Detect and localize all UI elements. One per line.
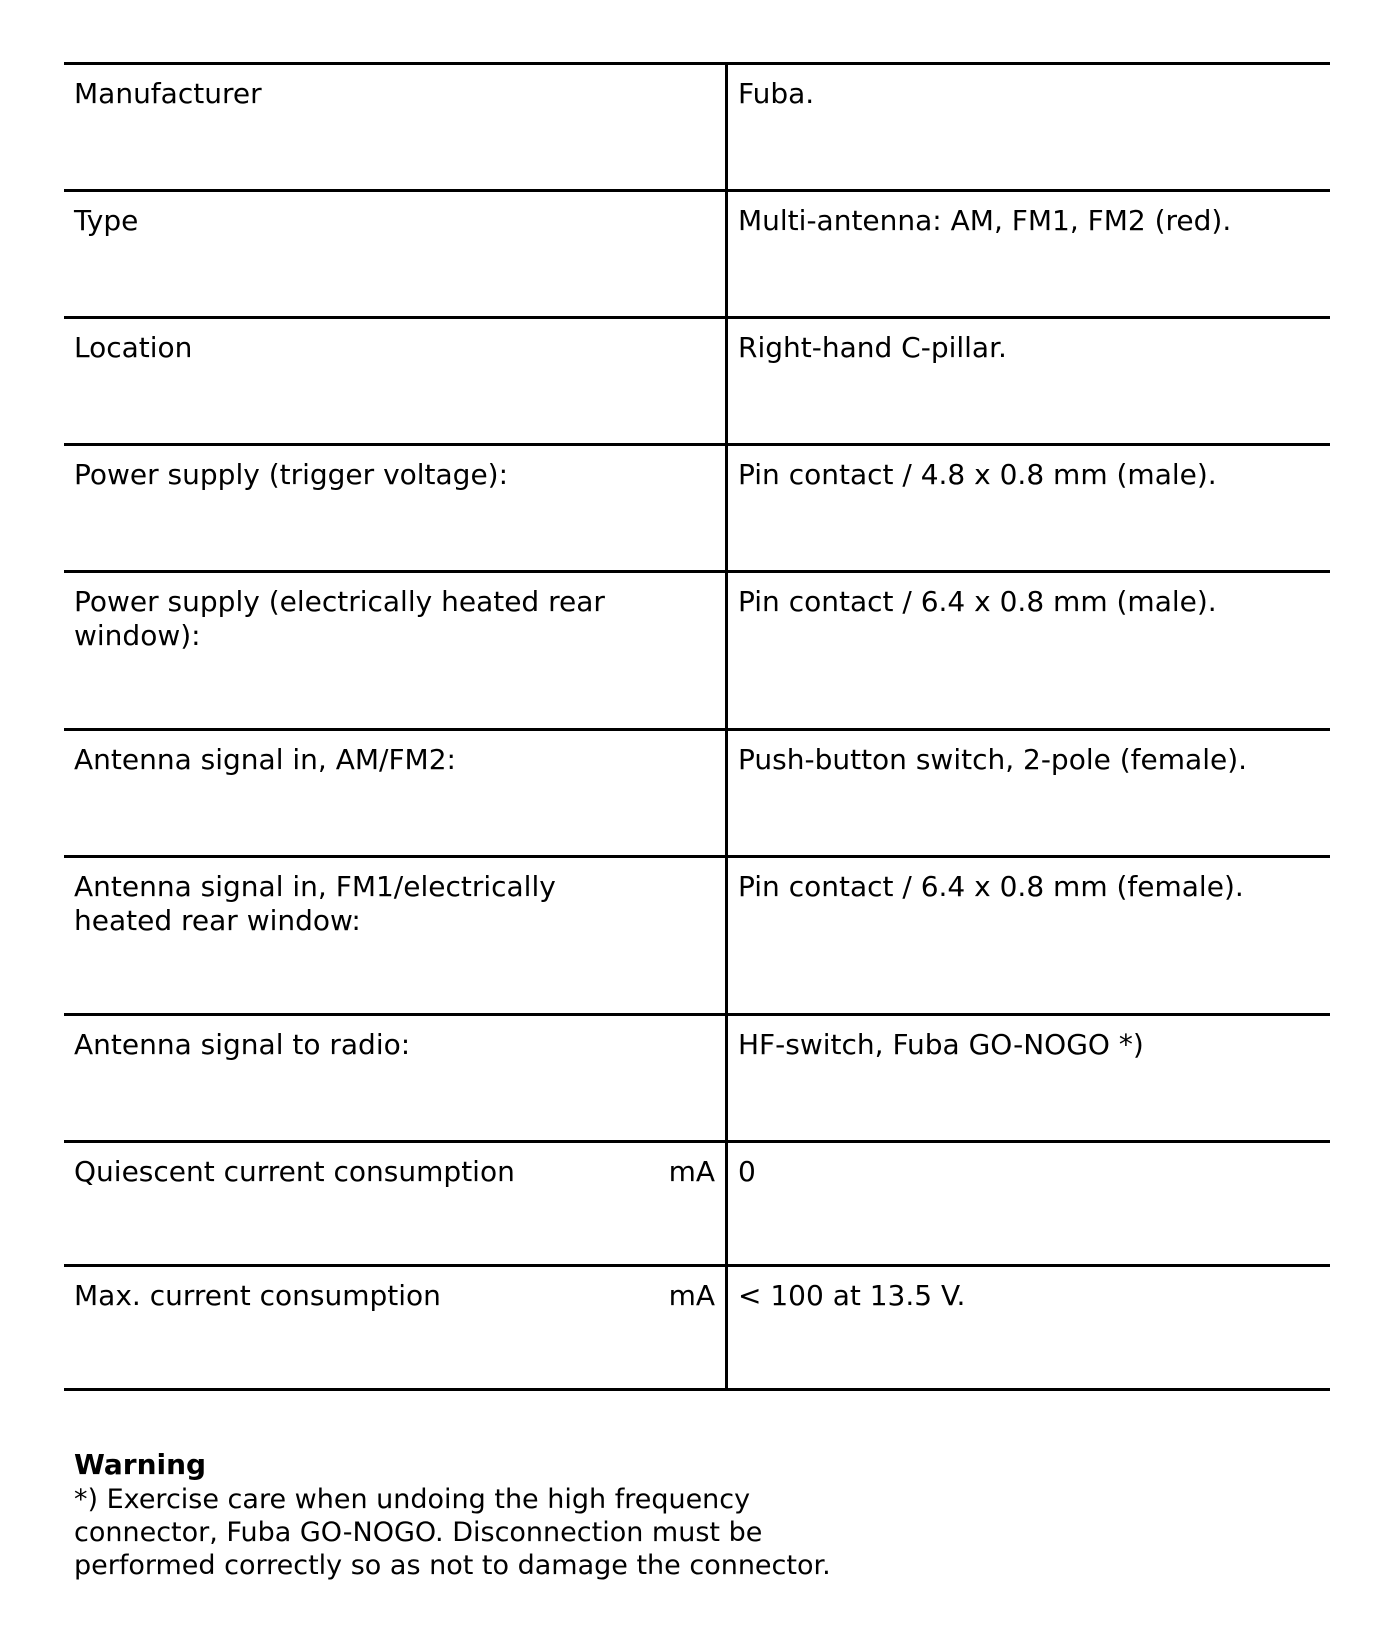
row-value: Push-button switch, 2-pole (female). [738, 743, 1248, 776]
row-value: Pin contact / 4.8 x 0.8 mm (male). [738, 458, 1217, 491]
warning-note [74, 1447, 1074, 1582]
table-row [64, 1016, 1330, 1143]
row-label-cell [64, 446, 728, 570]
row-label: Power supply (electrically heated rear window): [74, 585, 605, 652]
table-row [64, 1267, 1330, 1391]
row-label: Antenna signal in, FM1/electrically heated rear window: [74, 870, 556, 937]
spec-table [64, 62, 1330, 1391]
row-label-cell [64, 1267, 728, 1388]
row-label-cell [64, 65, 728, 189]
table-row [64, 858, 1330, 1016]
row-label-cell [64, 858, 728, 1013]
table-row [64, 65, 1330, 192]
table-row [64, 446, 1330, 573]
row-value: Multi-antenna: AM, FM1, FM2 (red). [738, 204, 1232, 237]
row-value: Pin contact / 6.4 x 0.8 mm (male). [738, 585, 1217, 618]
row-value: Fuba. [738, 77, 815, 110]
row-label: Antenna signal in, AM/FM2: [74, 743, 456, 776]
row-label-cell [64, 1143, 728, 1264]
warning-title: Warning [74, 1448, 207, 1481]
row-unit: mA [668, 1279, 715, 1312]
row-label-cell [64, 573, 728, 728]
row-label: Max. current consumption [74, 1279, 441, 1312]
row-label-cell [64, 319, 728, 443]
row-value: 0 [738, 1155, 756, 1188]
row-value: Right-hand C-pillar. [738, 331, 1007, 364]
row-label-cell [64, 1016, 728, 1140]
row-unit: mA [668, 1155, 715, 1188]
row-label: Quiescent current consumption [74, 1155, 515, 1188]
table-row [64, 319, 1330, 446]
table-row [64, 731, 1330, 858]
table-row [64, 1143, 1330, 1267]
row-label: Type [74, 204, 139, 237]
row-value: HF-switch, Fuba GO-NOGO *) [738, 1028, 1144, 1061]
row-value: Pin contact / 6.4 x 0.8 mm (female). [738, 870, 1244, 903]
row-label: Location [74, 331, 193, 364]
row-label: Antenna signal to radio: [74, 1028, 411, 1061]
table-row [64, 573, 1330, 731]
row-label: Power supply (trigger voltage): [74, 458, 509, 491]
row-label-cell [64, 192, 728, 316]
table-row [64, 192, 1330, 319]
row-label: Manufacturer [74, 77, 262, 110]
row-value: < 100 at 13.5 V. [738, 1279, 966, 1312]
warning-body: *) Exercise care when undoing the high frequency connector, Fuba GO-NOGO. Disconnection must be performed correctly so as not to damage the connector. [74, 1484, 831, 1581]
row-label-cell [64, 731, 728, 855]
